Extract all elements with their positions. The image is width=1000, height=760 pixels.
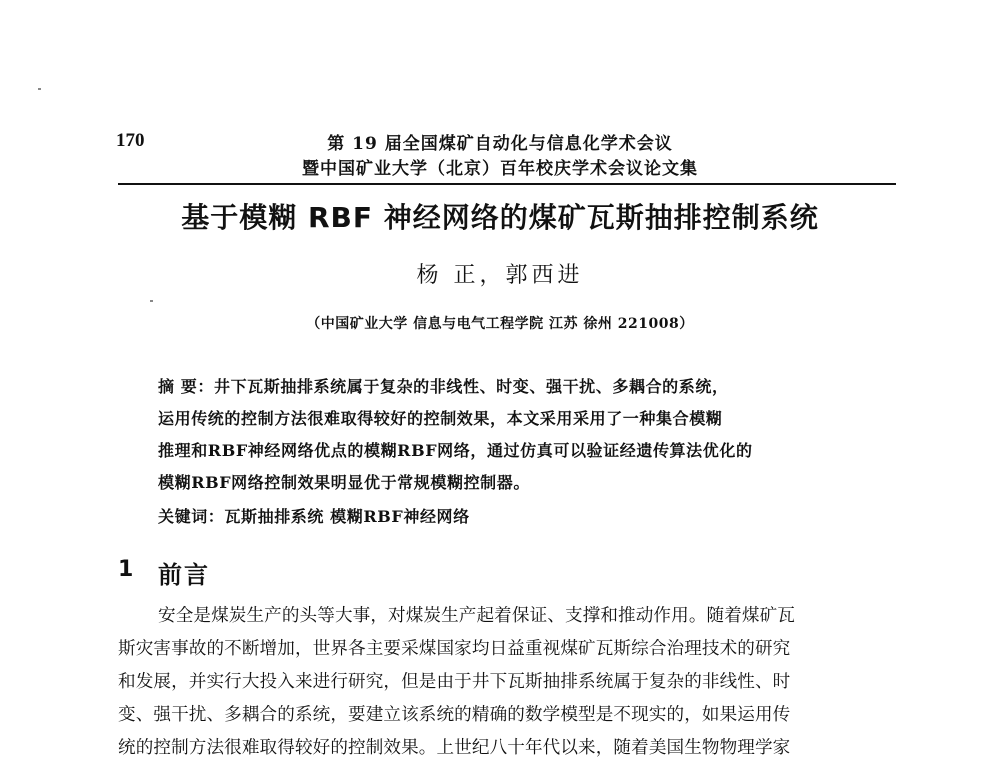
- conference-title-line-2: 暨中国矿业大学（北京）百年校庆学术会议论文集: [302, 159, 698, 179]
- body-line: 和发展，并实行大投入来进行研究，但是由于井下瓦斯抽排系统属于复杂的非线性、时: [118, 672, 791, 692]
- section-number: 1: [118, 557, 134, 582]
- section-title: 前言: [158, 561, 210, 589]
- abstract-line: 推理和RBF神经网络优点的模糊RBF网络，通过仿真可以验证经遗传算法优化的: [158, 441, 753, 460]
- paper-authors: 杨 正，郭西进: [416, 263, 584, 288]
- header-rule: [118, 183, 896, 185]
- paper-title: 基于模糊 RBF 神经网络的煤矿瓦斯抽排控制系统: [181, 201, 819, 234]
- abstract-line: 运用传统的控制方法很难取得较好的控制效果，本文采用采用了一种集合模糊: [158, 409, 723, 428]
- scan-speck: [38, 88, 41, 90]
- abstract-line: 模糊RBF网络控制效果明显优于常规模糊控制器。: [158, 473, 530, 492]
- body-line: 安全是煤炭生产的头等大事，对煤炭生产起着保证、支撑和推动作用。随着煤矿瓦: [158, 606, 795, 626]
- keywords: 关键词：瓦斯抽排系统 模糊RBF神经网络: [158, 507, 470, 526]
- conference-title-line-1: 第 19 届全国煤矿自动化与信息化学术会议: [327, 134, 673, 154]
- abstract-line: 摘 要：井下瓦斯抽排系统属于复杂的非线性、时变、强干扰、多耦合的系统，: [158, 377, 729, 396]
- body-line: 统的控制方法很难取得较好的控制效果。上世纪八十年代以来，随着美国生物物理学家: [118, 738, 791, 758]
- body-line: 斯灾害事故的不断增加，世界各主要采煤国家均日益重视煤矿瓦斯综合治理技术的研究: [118, 639, 791, 659]
- author-affiliation: （中国矿业大学 信息与电气工程学院 江苏 徐州 221008）: [306, 316, 694, 332]
- scan-speck: [150, 300, 153, 302]
- page-number: 170: [116, 130, 145, 151]
- body-line: 变、强干扰、多耦合的系统，要建立该系统的精确的数学模型是不现实的，如果运用传: [118, 705, 791, 725]
